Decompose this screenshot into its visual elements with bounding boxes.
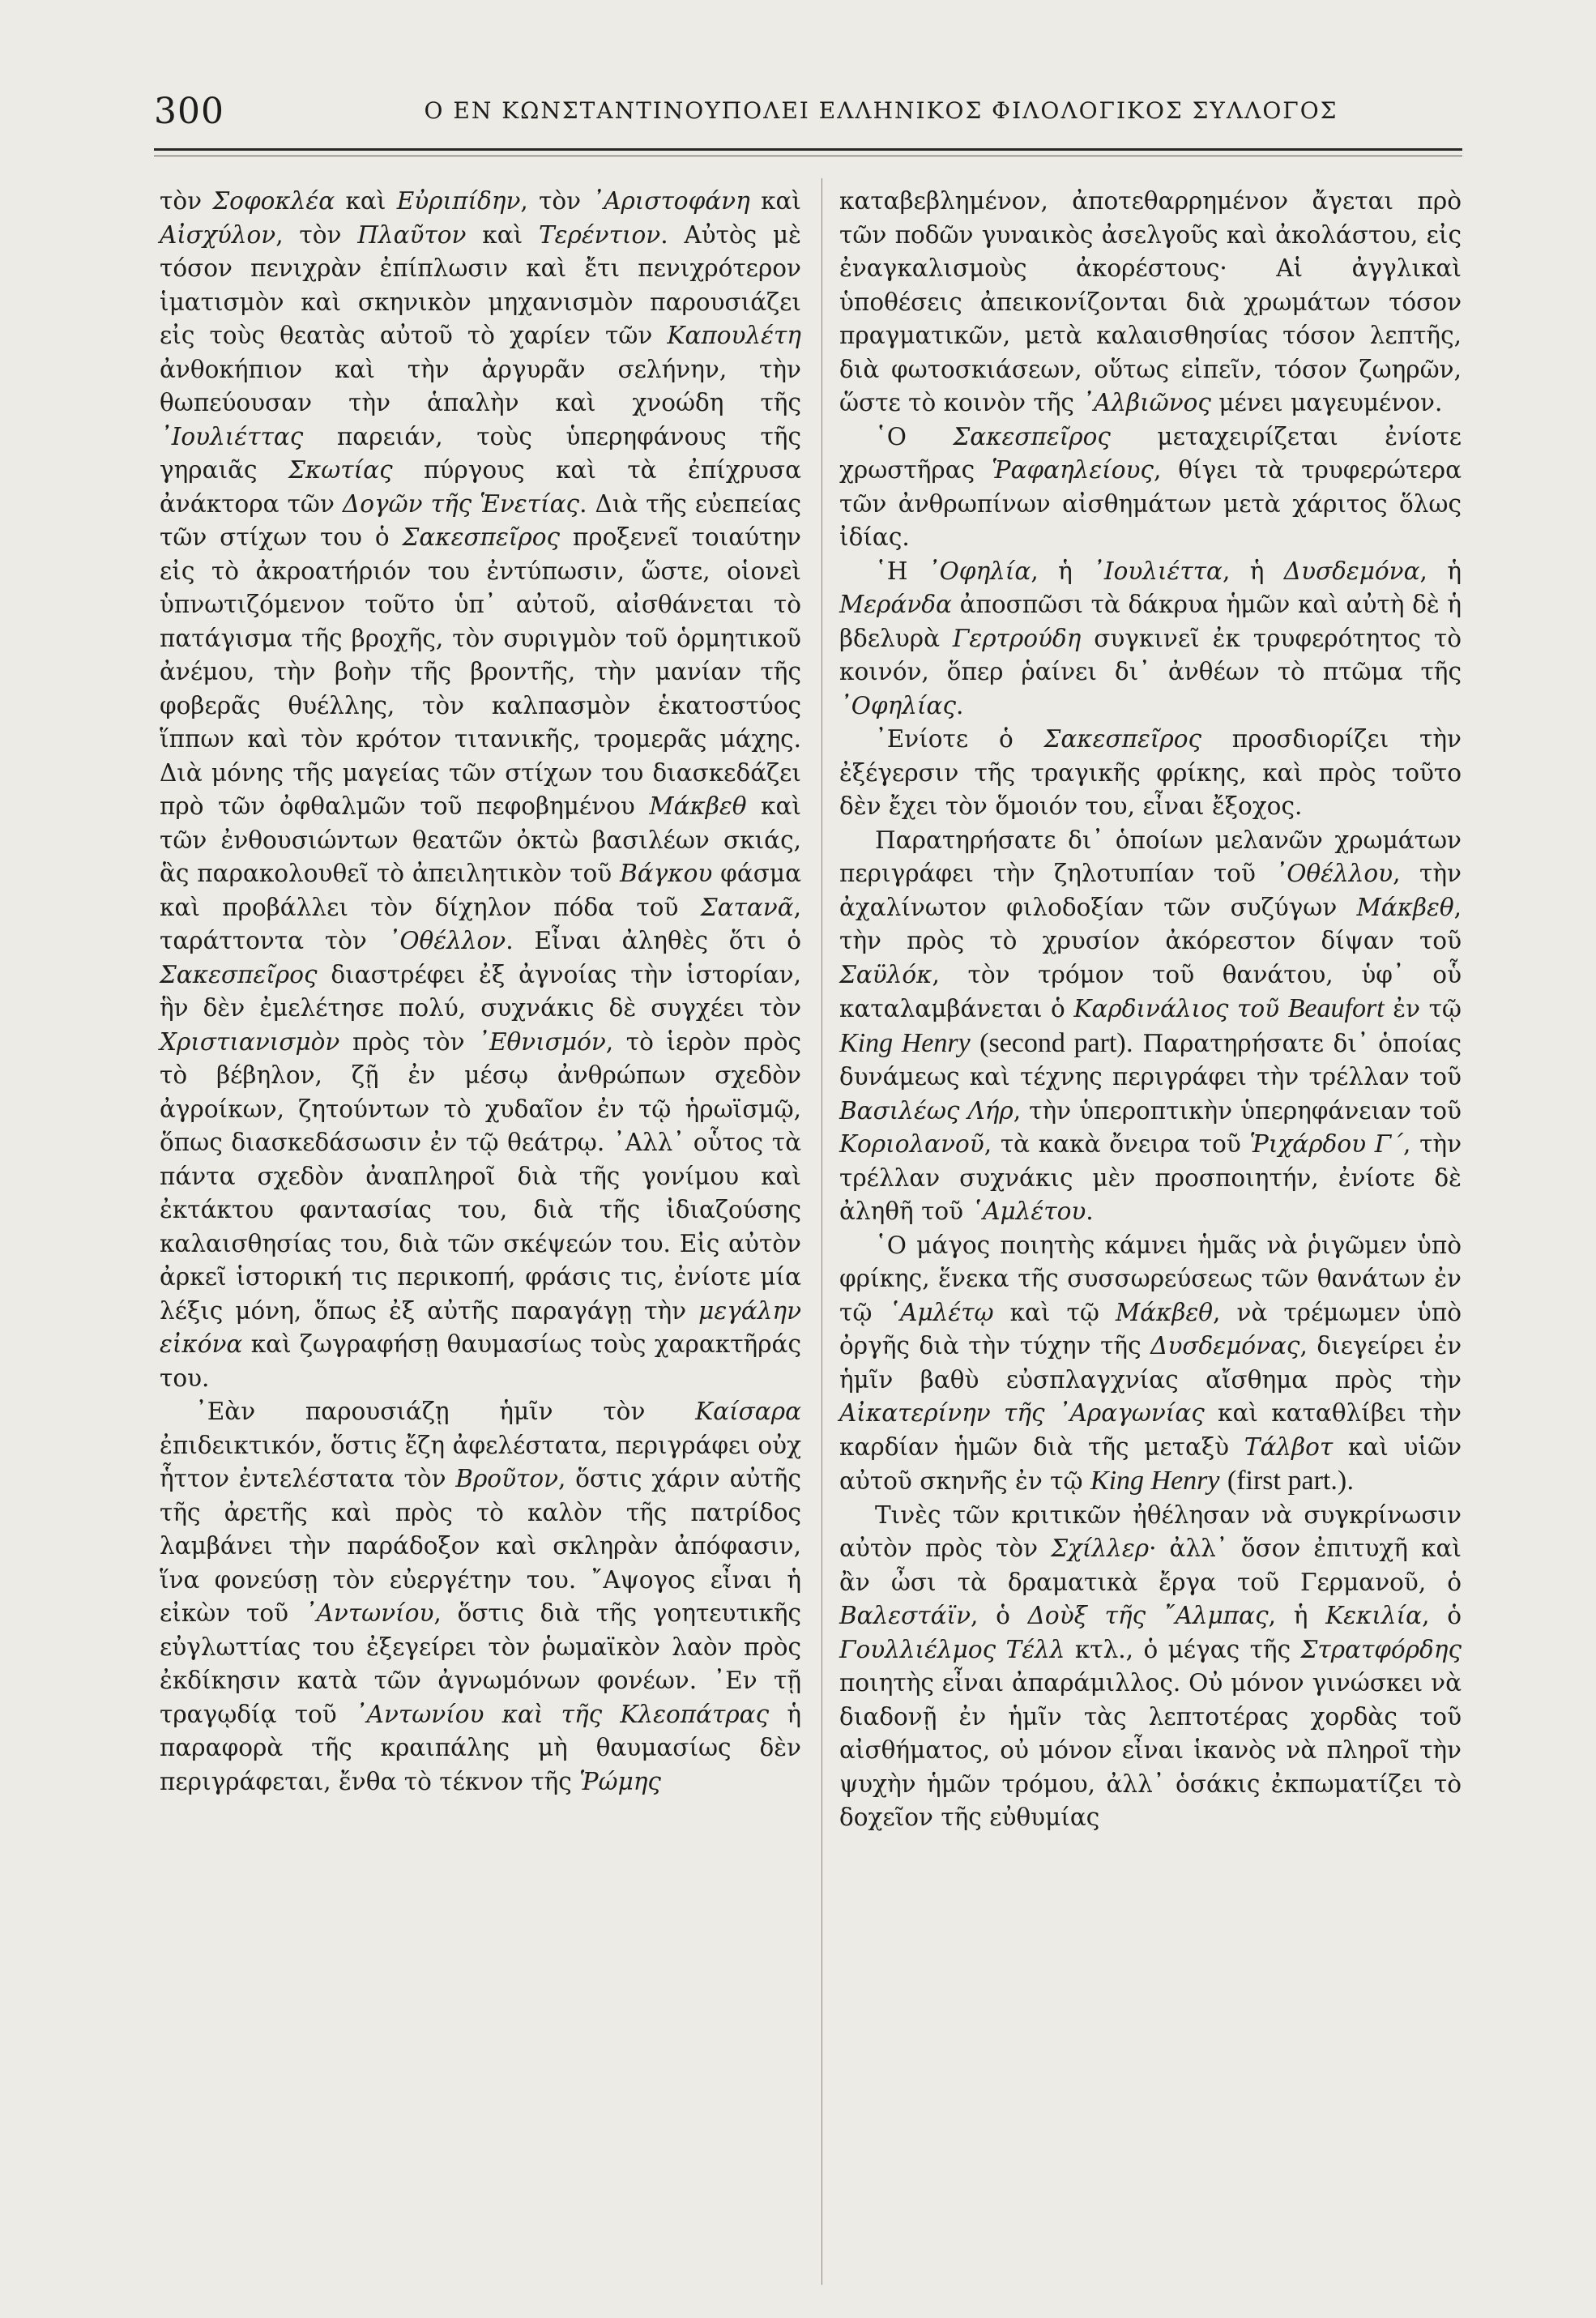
inline-text: Τερέντιον (538, 220, 661, 249)
inline-text: Βαλεστάϊν (839, 1602, 971, 1629)
inline-text: Σαϋλόκ (839, 960, 932, 988)
inline-text: ᾿Αριστοφάνη (591, 187, 750, 215)
inline-text: King Henry (1090, 1466, 1220, 1496)
inline-text: Μεράνδα (839, 591, 952, 618)
inline-text: ᾿Ιουλιέττας (160, 422, 304, 450)
inline-text: Δυσδεμόνα (1283, 557, 1420, 585)
inline-text: Καρδινάλιος τοῦ (1073, 995, 1280, 1022)
inline-text: Δυσδεμόνας (1150, 1332, 1300, 1360)
inline-text: Μάκβεθ (1115, 1298, 1214, 1326)
inline-text: Βασιλέως Λήρ (839, 1096, 1014, 1125)
inline-text: Βάγκου (620, 860, 713, 887)
inline-text: μεγάλην εἰκόνα (160, 1296, 801, 1358)
paragraph: ῾Η ᾿Οφηλία, ἡ ᾿Ιουλιέττα, ἡ Δυσδεμόνα, ἡ Μεράνδα ἀποσπῶσι τὰ δάκρυα ἡμῶν καὶ αὐτὴ δὲ ἡ βδελυρὰ Γερτρούδη συγκινεῖ ἐκ τρυφερότητος τὸ κοινόν, ὅπερ ῥαίνει δι᾿ ἀνθέων τὸ πτῶμα τῆς ᾿Οφηλίας. (839, 557, 1462, 719)
paragraph: τὸν Σοφοκλέα καὶ Εὐριπίδην, τὸν ᾿Αριστοφάνη καὶ Αἰσχύλον, τὸν Πλαῦτον καὶ Τερέντιον. Αὐτὸς μὲ τόσον πενιχρὰν ἐπίπλωσιν καὶ ἔτι πενιχρότερον ἱματισμὸν καὶ σκηνικὸν μηχανισμὸν παρουσιάζει εἰς τοὺς θεατὰς αὐτοῦ τὸ χαρίεν τῶν Καπουλέτη ἀνθοκήπιον καὶ τὴν ἀργυρᾶν σελήνην, τὴν θωπεύουσαν τὴν ἁπαλὴν καὶ χνοώδη τῆς ᾿Ιουλιέττας παρειάν, τοὺς ὑπερηφάνους τῆς γηραιᾶς Σκωτίας πύργους καὶ τὰ ἐπίχρυσα ἀνάκτορα τῶν Δογῶν τῆς Ἑνετίας. Διὰ τῆς εὐεπείας τῶν στίχων του ὁ Σακεσπεῖρος προξενεῖ τοιαύτην εἰς τὸ ἀκροατήριόν του ἐντύπωσιν, ὥστε, οἱονεὶ ὑπνωτιζόμενον τοῦτο ὑπ᾿ αὐτοῦ, αἰσθάνεται τὸ πατάγισμα τῆς βροχῆς, τὸν συριγμὸν τοῦ ὁρμητικοῦ ἀνέμου, τὴν βοὴν τῆς βροντῆς, τὴν μανίαν τῆς φοβερᾶς θυέλλης, τὸν καλπασμὸν ἑκατοστύος ἵππων καὶ τὸν κρότον τιτανικῆς, τρομερᾶς μάχης. Διὰ μόνης τῆς μαγείας τῶν στίχων του διασκεδάζει πρὸ τῶν ὀφθαλμῶν τοῦ πεφοβημένου Μάκβεθ καὶ τῶν ἐνθουσιώντων θεατῶν ὀκτὼ βασιλέων σκιάς, ἃς παρακολουθεῖ τὸ ἀπειλητικὸν τοῦ Βάγκου φάσμα καὶ προβάλλει τὸν δίχηλον πόδα τοῦ Σατανᾶ, ταράττοντα τὸν ᾿Οθέλλον. Εἶναι ἀληθὲς ὅτι ὁ Σακεσπεῖρος διαστρέφει ἐξ ἀγνοίας τὴν ἱστορίαν, ἣν δὲν ἐμελέτησε πολύ, συχνάκις δὲ συγχέει τὸν Χριστιανισμὸν πρὸς τὸν ᾿Εθνισμόν, τὸ ἱερὸν πρὸς τὸ βέβηλον, ζῇ ἐν μέσῳ ἀνθρώπων σχεδὸν ἀγροίκων, ζητούντων τὸ χυδαῖον ἐν τῷ ἡρωϊσμῷ, ὅπως διασκεδάσωσιν ἐν τῷ θεάτρῳ. ᾿Αλλ᾿ οὗτος τὰ πάντα σχεδὸν ἀναπληροῖ διὰ τῆς γονίμου καὶ ἐκτάκτου φαντασίας του, διὰ τῆς ἰδιαζούσης καλαισθησίας του, διὰ τῶν σκέψεών του. Εἰς αὐτὸν ἀρκεῖ ἱστορική τις περικοπή, φράσις τις, ἐνίοτε μία λέξις μόνη, ὅπως ἐξ αὐτῆς παραγάγῃ τὴν μεγάλην εἰκόνα καὶ ζωγραφήσῃ θαυμασίως τοὺς χαρακτῆράς του. (160, 187, 802, 1392)
inline-text: ᾿Οθέλλον (387, 927, 506, 954)
inline-text: Σχίλλερ (1051, 1535, 1150, 1562)
running-title: Ο ΕΝ ΚΩΝΣΤΑΝΤΙΝΟΥΠΟΛΕΙ ΕΛΛΗΝΙΚΟΣ ΦΙΛΟΛΟΓΙΚΟΣ ΣΥΛΛΟΓΟΣ (424, 97, 1338, 124)
inline-text: Πλαῦτον (357, 220, 467, 249)
column-divider (821, 178, 822, 2285)
inline-text: Αἰσχύλον (160, 220, 276, 249)
inline-text: Σακεσπεῖρος (402, 523, 560, 551)
inline-text: ᾿Εθνισμόν (477, 1027, 606, 1056)
inline-text: (first part.) (1227, 1466, 1347, 1496)
inline-text: Σακεσπεῖρος (953, 422, 1111, 450)
page-number: 300 (154, 91, 224, 132)
inline-text: ᾿Αλβιῶνος (1082, 389, 1211, 416)
inline-text: ῾Αμλέτῳ (888, 1298, 994, 1326)
inline-text: Σκωτίας (288, 456, 393, 484)
inline-text: Αἰκατερίνην τῆς ᾿Αραγωνίας (839, 1399, 1205, 1427)
paragraph: ῾Ο Σακεσπεῖρος μεταχειρίζεται ἐνίοτε χρωστῆρας Ῥαφαηλείους, θίγει τὰ τρυφερώτερα τῶν ἀνθρωπίνων αἰσθημάτων μετὰ χάριτος ὅλως ἰδίας. (839, 422, 1462, 551)
paragraph: ᾿Εὰν παρουσιάζῃ ἡμῖν τὸν Καίσαρα ἐπιδεικτικόν, ὅστις ἔζη ἀφελέστατα, περιγράφει οὐχ ἧττον ἐντελέστατα τὸν Βροῦτον, ὅστις χάριν αὐτῆς τῆς ἀρετῆς καὶ πρὸς τὸ καλὸν τῆς πατρίδος λαμβάνει τὴν παράδοξον καὶ σκληρὰν ἀπόφασιν, ἵνα φονεύσῃ τὸν εὐεργέτην του. ῎Αψογος εἶναι ἡ εἰκὼν τοῦ ᾿Αντωνίου, ὅστις διὰ τῆς γοητευτικῆς εὐγλωττίας του ἐξεγείρει τὸν ῥωμαϊκὸν λαὸν πρὸς ἐκδίκησιν κατὰ τῶν ἀγνωμόνων φονέων. ᾿Εν τῇ τραγῳδίᾳ τοῦ ᾿Αντωνίου καὶ τῆς Κλεοπάτρας ἡ παραφορὰ τῆς κραιπάλης μὴ θαυμασίως δὲν περιγράφεται, ἔνθα τὸ τέκνον τῆς Ῥώμης (160, 1398, 802, 1795)
inline-text: ᾿Οθέλλου (1274, 860, 1393, 887)
inline-text: Κοριολανοῦ (839, 1130, 984, 1158)
inline-text: ᾿Οφηλίας (839, 691, 956, 719)
inline-text: Δοὺξ τῆς ῎Αλμπας (1027, 1602, 1269, 1629)
inline-text: Ῥαφαηλείους (992, 456, 1154, 484)
inline-text: Δογῶν τῆς Ἑνετίας (342, 489, 580, 518)
inline-text: Κεκιλία (1325, 1602, 1423, 1629)
inline-text: Ῥιχάρδου Γ´ (1249, 1130, 1403, 1158)
paragraph: ῾Ο μάγος ποιητὴς κάμνει ἡμᾶς νὰ ῥιγῶμεν ὑπὸ φρίκης, ἕνεκα τῆς συσσωρεύσεως τῶν θανάτων ἐν τῷ ῾Αμλέτῳ καὶ τῷ Μάκβεθ, νὰ τρέμωμεν ὑπὸ ὀργῆς διὰ τὴν τύχην τῆς Δυσδεμόνας, διεγείρει ἐν ἡμῖν βαθὺ εὐσπλαγχνίας αἴσθημα πρὸς τὴν Αἰκατερίνην τῆς ᾿Αραγωνίας καὶ καταθλίβει τὴν καρδίαν ἡμῶν διὰ τῆς μεταξὺ Τάλβοτ καὶ υἱῶν αὐτοῦ σκηνῆς ἐν τῷ King Henry (first part.). (839, 1231, 1462, 1496)
inline-text: ῾Αμλέτου (971, 1197, 1086, 1225)
inline-text: (second part) (979, 1027, 1126, 1058)
inline-text: Εὐριπίδην (396, 187, 521, 215)
inline-text: Σακεσπεῖρος (1043, 725, 1202, 753)
inline-text: Μάκβεθ (649, 792, 747, 820)
inline-text: Γερτρούδη (952, 624, 1082, 652)
inline-text: Τάλβοτ (1244, 1432, 1334, 1461)
paragraph: καταβεβλημένον, ἀποτεθαρρημένον ἄγεται πρὸ τῶν ποδῶν γυναικὸς ἀσελγοῦς καὶ ἀκολάστου, εἰς ἐναγκαλισμοὺς ἀκορέστους· Αἱ ἀγγλικαὶ ὑποθέσεις ἀπεικονίζονται διὰ χρωμάτων τόσον πραγματικῶν, μετὰ καλαισθησίας τόσον λεπτῆς, διὰ φωτοσκιάσεων, οὕτως εἰπεῖν, τόσον ζωηρῶν, ὥστε τὸ κοινὸν τῆς ᾿Αλβιῶνος μένει μαγευμένον. (839, 187, 1462, 416)
inline-text: Βροῦτον (455, 1465, 559, 1492)
inline-text: Ῥώμης (579, 1767, 661, 1795)
inline-text: Beaufort (1287, 993, 1385, 1023)
right-column (839, 185, 1462, 1835)
inline-text: Σοφοκλέα (212, 187, 335, 215)
inline-text: Γουλλιέλμος Τέλλ (839, 1635, 1065, 1663)
inline-text: Καίσαρα (695, 1398, 801, 1425)
left-column (160, 185, 801, 1799)
inline-text: ᾿Αντωνίου (304, 1599, 434, 1627)
inline-text: ᾿Οφηλία (927, 557, 1031, 585)
inline-text: Μάκβεθ (1356, 893, 1454, 921)
inline-text: King Henry (839, 1027, 971, 1058)
paragraph: Τινὲς τῶν κριτικῶν ἠθέλησαν νὰ συγκρίνωσιν αὐτὸν πρὸς τὸν Σχίλλερ· ἀλλ᾿ ὅσον ἐπιτυχῆ καὶ ἂν ὦσι τὰ δραματικὰ ἔργα τοῦ Γερμανοῦ, ὁ Βαλεστάϊν, ὁ Δοὺξ τῆς ῎Αλμπας, ἡ Κεκιλία, ὁ Γουλλιέλμος Τέλλ κτλ., ὁ μέγας τῆς Στρατφόρδης ποιητὴς εἶναι ἀπαράμιλλος. Οὐ μόνον γινώσκει νὰ διαδονῇ ἐν ἡμῖν τὰς λεπτοτέρας χορδὰς τοῦ αἰσθήματος, οὐ μόνον εἶναι ἱκανὸς νὰ πληροῖ τὴν ψυχὴν ἡμῶν τρόμου, ἀλλ᾿ ὁσάκις ἐκπωματίζει τὸ δοχεῖον τῆς εὐθυμίας (839, 1501, 1462, 1831)
inline-text: Χριστιανισμὸν (160, 1027, 340, 1056)
inline-text: Σατανᾶ (700, 893, 794, 921)
inline-text: ᾿Ιουλιέττα (1092, 557, 1223, 585)
page-header (154, 91, 1462, 139)
header-rule (154, 148, 1462, 151)
inline-text: Καπουλέτη (667, 322, 801, 349)
inline-text: Σακεσπεῖρος (160, 960, 318, 988)
paragraph: Παρατηρήσατε δι᾿ ὁποίων μελανῶν χρωμάτων περιγράφει τὴν ζηλοτυπίαν τοῦ ᾿Οθέλλου, τὴν ἀχαλίνωτον φιλοδοξίαν τῶν συζύγων Μάκβεθ, τὴν πρὸς τὸ χρυσίον ἀκόρεστον δίψαν τοῦ Σαϋλόκ, τὸν τρόμον τοῦ θανάτου, ὑφ᾿ οὗ καταλαμβάνεται ὁ Καρδινάλιος τοῦ Beaufort ἐν τῷ King Henry (second part). Παρατηρήσατε δι᾿ ὁποίας δυνάμεως καὶ τέχνης περιγράφει τὴν τρέλλαν τοῦ Βασιλέως Λήρ, τὴν ὑπεροπτικὴν ὑπερηφάνειαν τοῦ Κοριολανοῦ, τὰ κακὰ ὄνειρα τοῦ Ῥιχάρδου Γ´, τὴν τρέλλαν συχνάκις μὲν προσποιητήν, ἐνίοτε δὲ ἀληθῆ τοῦ ῾Αμλέτου. (839, 826, 1462, 1225)
inline-text: ᾿Αντωνίου καὶ τῆς Κλεοπάτρας (354, 1700, 770, 1728)
inline-text: Στρατφόρδης (1300, 1635, 1462, 1663)
paragraph: ᾿Ενίοτε ὁ Σακεσπεῖρος προσδιορίζει τὴν ἐξέγερσιν τῆς τραγικῆς φρίκης, καὶ πρὸς τοῦτο δὲν ἔχει τὸν ὅμοιόν του, εἶναι ἔξοχος. (839, 725, 1462, 820)
